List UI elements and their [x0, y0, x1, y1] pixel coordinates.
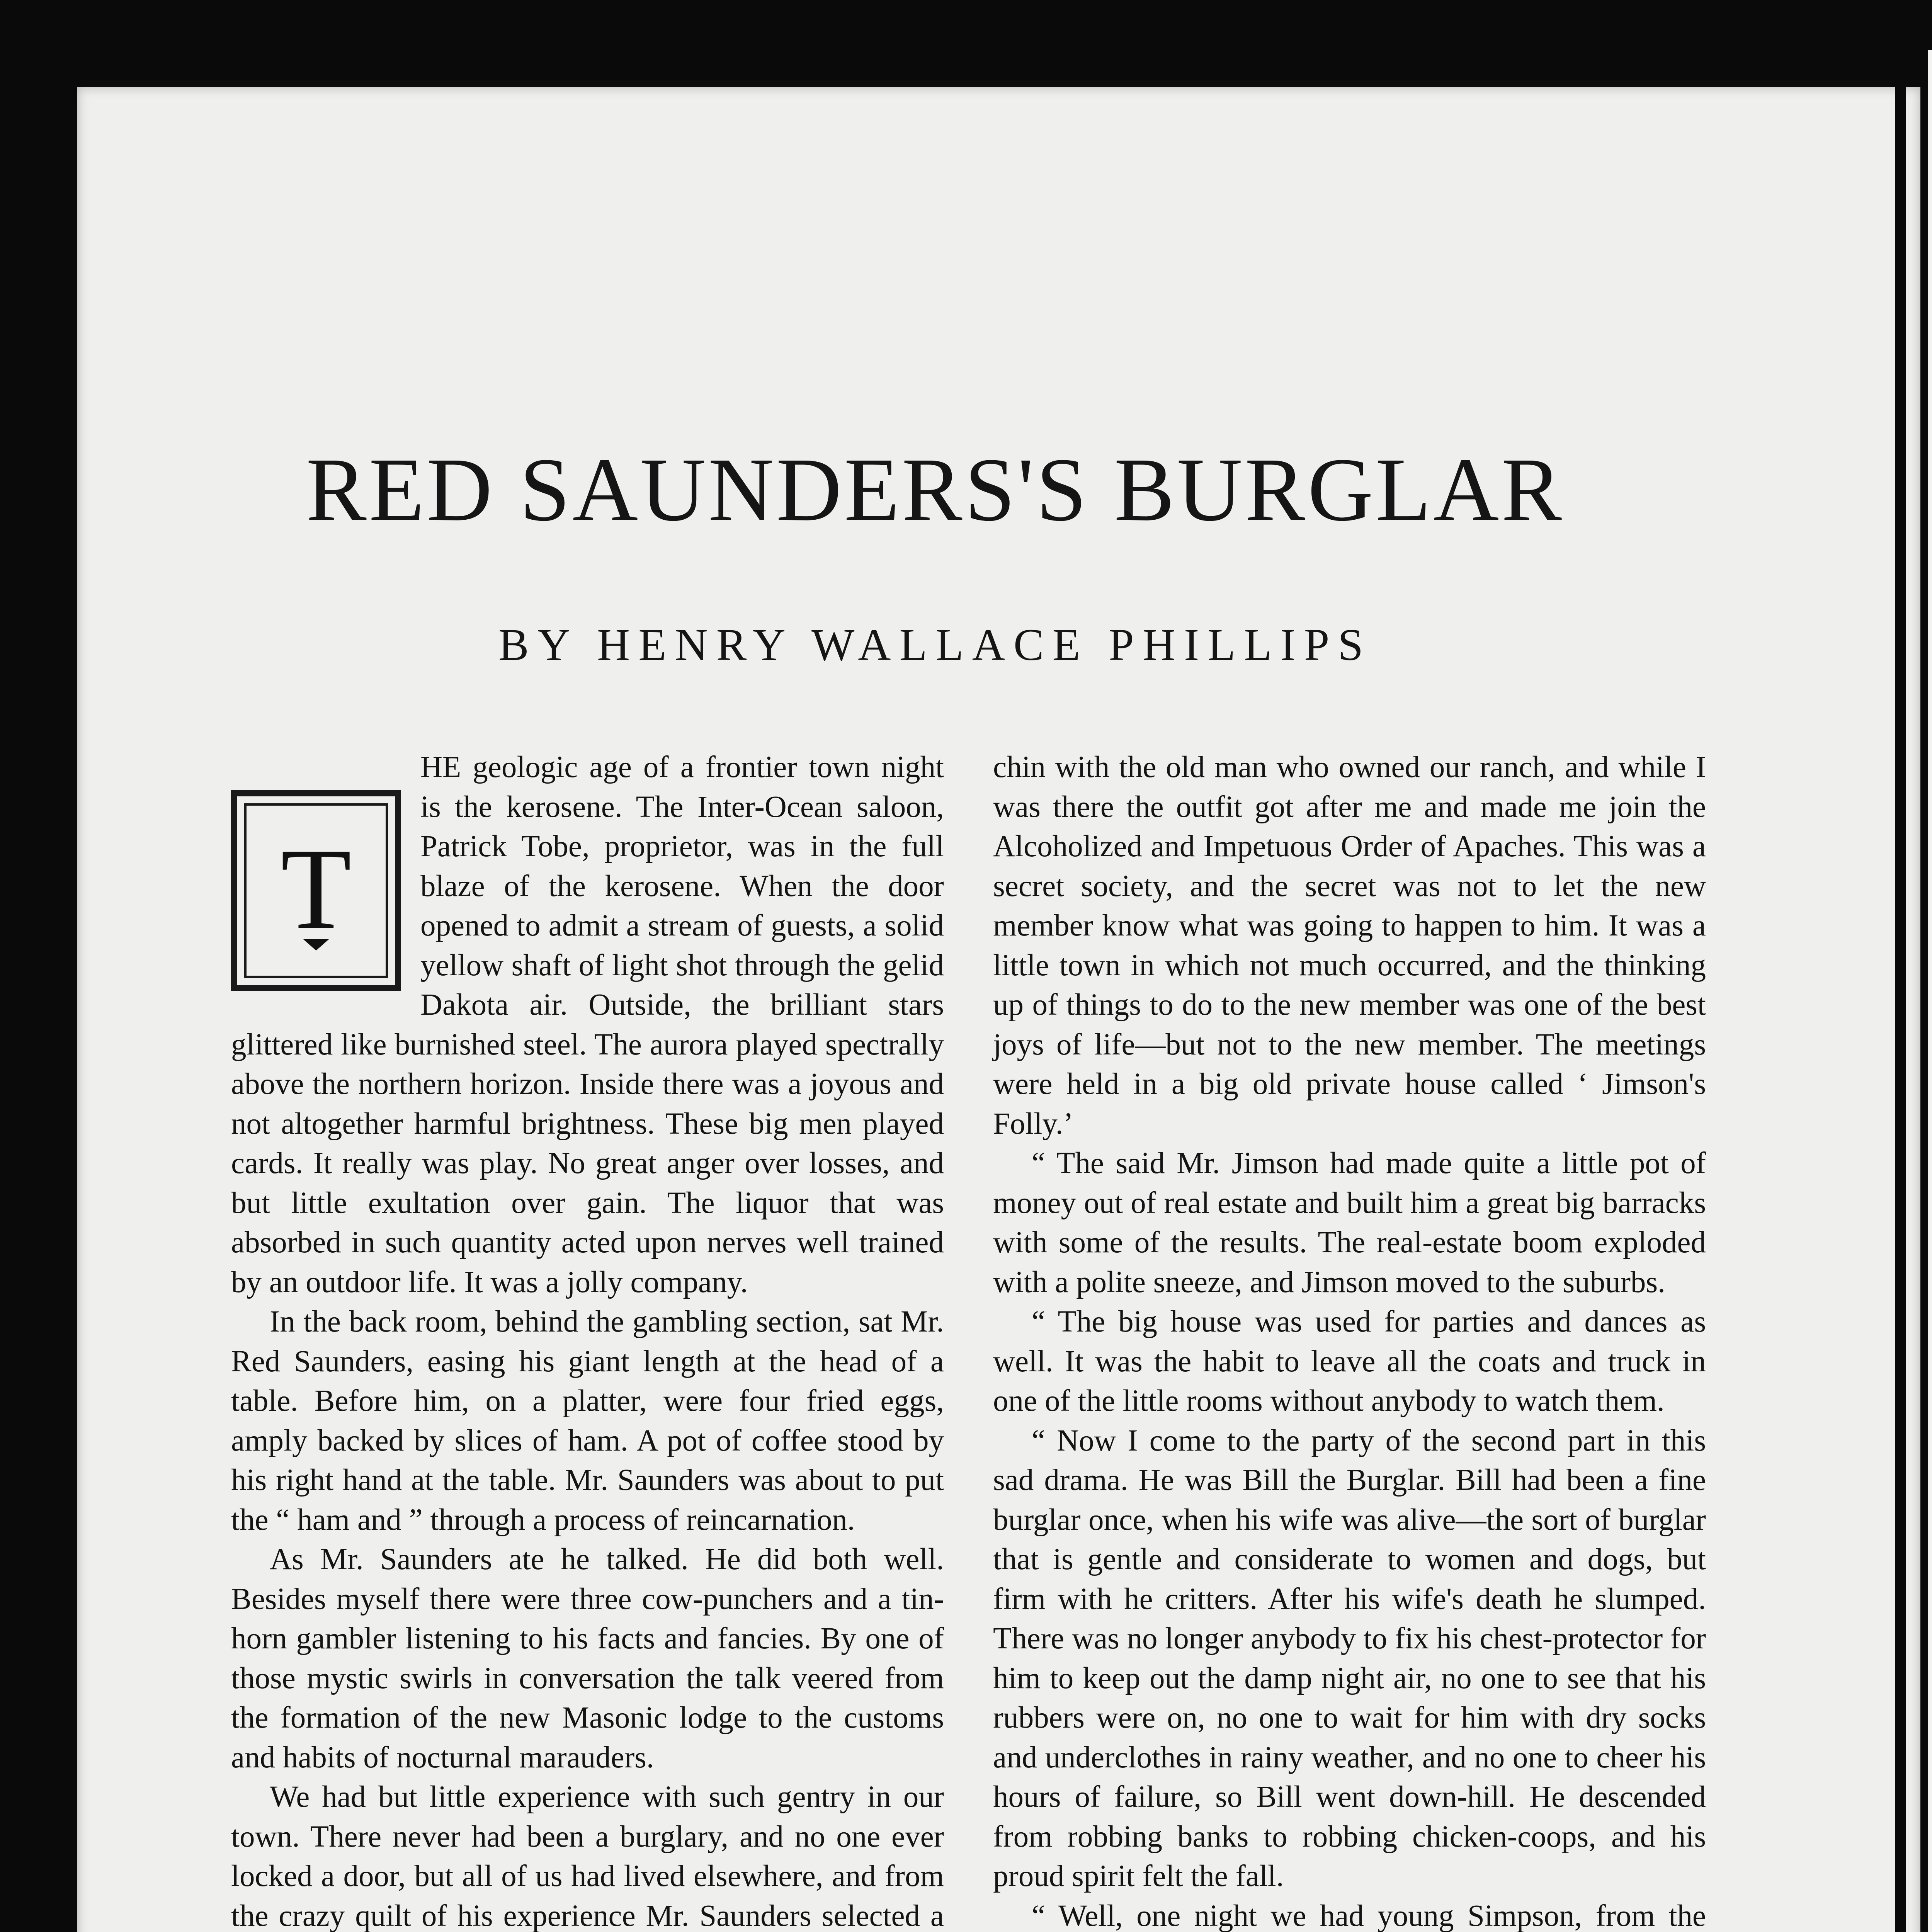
paragraph: “ Now I come to the party of the second part in this sad drama. He was Bill the Burglar. Bill had been a fine burglar once, when his wife was alive—the sort of burglar that is gentle and considerate to women and dogs, but firm with he critters. After his wife's death he slumped. There was no longer anybody to fix his chest-protector for him to keep out the damp night air, no one to see that his rubbers were on, no one to wait for him with dry socks and underclothes in rainy weather, and no one to cheer his hours of failure, so Bill went down-hill. He descended from robbing banks to robbing chicken-coops, and his proud spirit felt the fall. [993, 1423, 1706, 1893]
article-byline: BY HENRY WALLACE PHILLIPS [498, 619, 1372, 670]
paragraph: “ The big house was used for parties and dances as well. It was the habit to leave all the coats and truck in one of the little rooms without anybody to watch them. [993, 1305, 1706, 1418]
paragraph: “ Well, one night we had young Simpson, from the [1032, 1899, 1706, 1932]
text-column-right [993, 748, 1706, 1932]
paragraph: “ The said Mr. Jimson had made quite a little pot of money out of real estate and built him a great big barracks with some of the results. The real-estate boom exploded with a polite sneeze, and Jimson moved to the suburbs. [993, 1146, 1706, 1299]
page-gutter-rule [1895, 87, 1906, 1932]
text-column-left [231, 748, 944, 1932]
article-title: RED SAUNDERS'S BURGLAR [306, 439, 1564, 540]
paragraph: chin with the old man who owned our ranch, and while I was there the outfit got after me and made me join the Alcoholized and Impetuous Order of Apaches. This was a secret society, and the secret was not to let the new member know what was going to happen to him. It was a little town in which not much occurred, and the thinking up of things to do to the new member was one of the best joys of life—but not to the new member. The meetings were held in a big old private house called ‘ Jimson's Folly.’ [993, 750, 1706, 1141]
paragraph: HE geologic age of a frontier town night is the kerosene. The Inter-Ocean saloon, Patrick Tobe, proprietor, was in the full blaze of the kerosene. When the door opened to admit a stream of guests, a solid yellow shaft of light shot through the gelid Dakota air. Outside, the brilliant stars glittered like burnished steel. The aurora played spectrally above the northern horizon. Inside there was a joyous and not altogether harmful brightness. These big men played cards. It really was play. No great anger over losses, and but little exultation over gain. The liquor that was absorbed in such quantity acted upon nerves well trained by an outdoor life. It was a jolly company. [231, 750, 944, 1299]
paragraph: In the back room, behind the gambling section, sat Mr. Red Saunders, easing his giant length at the head of a table. Before him, on a platter, were four fried eggs, amply backed by slices of ham. A pot of coffee stood by his right hand at the table. Mr. Saunders was about to put the “ ham and ” through a process of reincarnation. [231, 1305, 944, 1537]
paragraph: We had but little experience with such gentry in our town. There never had been a burglary, and no one ever locked a door, but all of us had lived elsewhere, and from the crazy quilt of his experience Mr. Saunders selected a [231, 1780, 944, 1932]
paragraph: As Mr. Saunders ate he talked. He did both well. Besides myself there were three cow-punchers and a tin-horn gambler listening to his facts and fancies. By one of those mystic swirls in conversation the talk veered from the formation of the new Masonic lodge to the customs and habits of nocturnal marauders. [231, 1543, 944, 1774]
drop-cap-ornament-icon [303, 939, 329, 951]
drop-cap-frame [231, 790, 401, 991]
drop-cap-inner-frame [244, 803, 388, 978]
facing-page-edge [1928, 50, 1932, 1932]
drop-cap-letter: T [281, 825, 352, 953]
